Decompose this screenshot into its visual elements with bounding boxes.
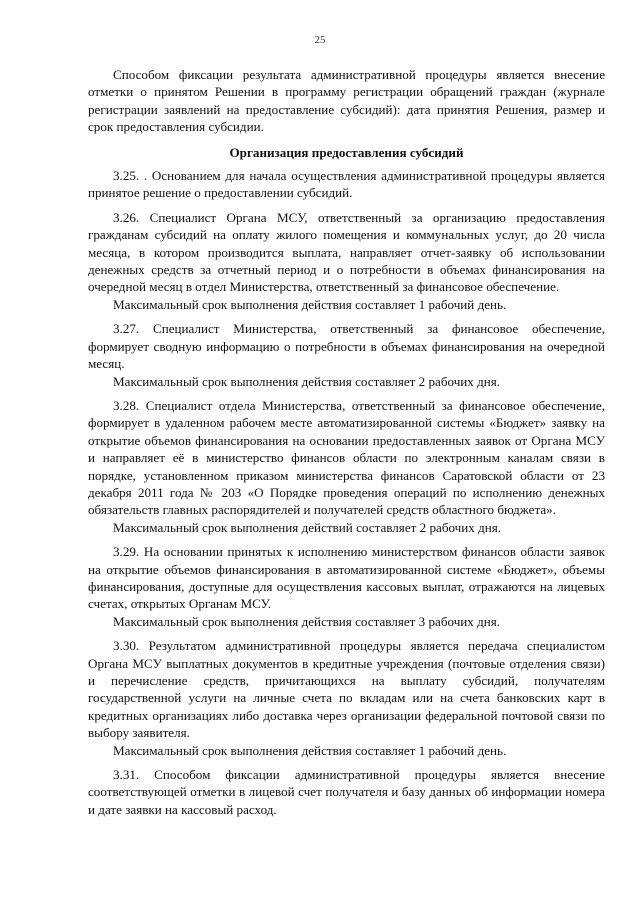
section-heading: Организация предоставления субсидий: [229, 144, 464, 160]
paragraph-3-29: 3.29. На основании принятых к исполнению министерством финансов области заявок на открытие объемов финансирования в автоматизированной системе «Бюджет», объемы финансирования, доступные для осуществления кассовых выплат, отражаются на лицевых счетах, открытых Органам МСУ.: [88, 544, 605, 612]
page-number: 25: [314, 34, 326, 46]
paragraph-3-29-term: Максимальный срок выполнения действия составляет 3 рабочих дня.: [113, 613, 501, 629]
paragraph-3-26-term: Максимальный срок выполнения действия составляет 1 рабочий день.: [113, 296, 507, 312]
paragraph-3-25: 3.25. . Основанием для начала осуществления административной процедуры является принятое решение о предоставлении субсидий.: [88, 168, 605, 201]
paragraph-3-28: 3.28. Специалист отдела Министерства, ответственный за финансовое обеспечение, формирует в удаленном рабочем месте автоматизированной системы «Бюджет» заявку на открытие объемов финансирования на основании предоставленных заявок от Органа МСУ и направляет её в министерство финансов области по электронным каналам связи в порядке, установленном приказом министерства финансов Саратовской области от 23 декабря 2011 года № 203 «О Порядке проведения операций по исполнению денежных обязательств главных распорядителей и получателей средств областного бюджета».: [88, 397, 605, 518]
paragraph-3-30: 3.30. Результатом административной процедуры является передача специалистом Органа МСУ выплатных документов в кредитные учреждения (почтовые отделения связи) и перечисление средств, причитающихся на выплату субсидий, получателям государственной услуги на личные счета по вкладам или на счета банковских карт в кредитных организациях либо доставка через организации федеральной почтовой связи по выбору заявителя.: [88, 638, 605, 741]
paragraph-3-26: 3.26. Специалист Органа МСУ, ответственный за организацию предоставления гражданам субсидий на оплату жилого помещения и коммунальных услуг, до 20 числа месяца, в котором производится выплата, направляет отчет-заявку об использовании денежных средств за отчетный период и о потребности в объемах финансирования на очередной месяц в отдел Министерства, ответственный за финансовое обеспечение.: [88, 209, 605, 295]
paragraph-3-31: 3.31. Способом фиксации административной процедуры является внесение соответствующей отметки в лицевой счет получателя и базу данных об информации номера и дате заявки на кассовый расход.: [88, 767, 605, 817]
paragraph-3-27: 3.27. Специалист Министерства, ответственный за финансовое обеспечение, формирует сводную информацию о потребности в объемах финансирования на очередной месяц.: [88, 321, 605, 372]
intro-paragraph: Способом фиксации результата административной процедуры является внесение отметки о принятом Решении в программу регистрации обращений граждан (журнале регистрации заявлений на предоставление субсидий): дата принятия Решения, размер и срок предоставления субсидии.: [88, 67, 605, 135]
document-body: [88, 66, 605, 818]
paragraph-3-27-term: Максимальный срок выполнения действия составляет 2 рабочих дня.: [113, 373, 501, 389]
paragraph-3-28-term: Максимальный срок выполнения действий составляет 2 рабочих дня.: [113, 519, 502, 535]
paragraph-3-30-term: Максимальный срок выполнения действия составляет 1 рабочий день.: [113, 742, 507, 758]
